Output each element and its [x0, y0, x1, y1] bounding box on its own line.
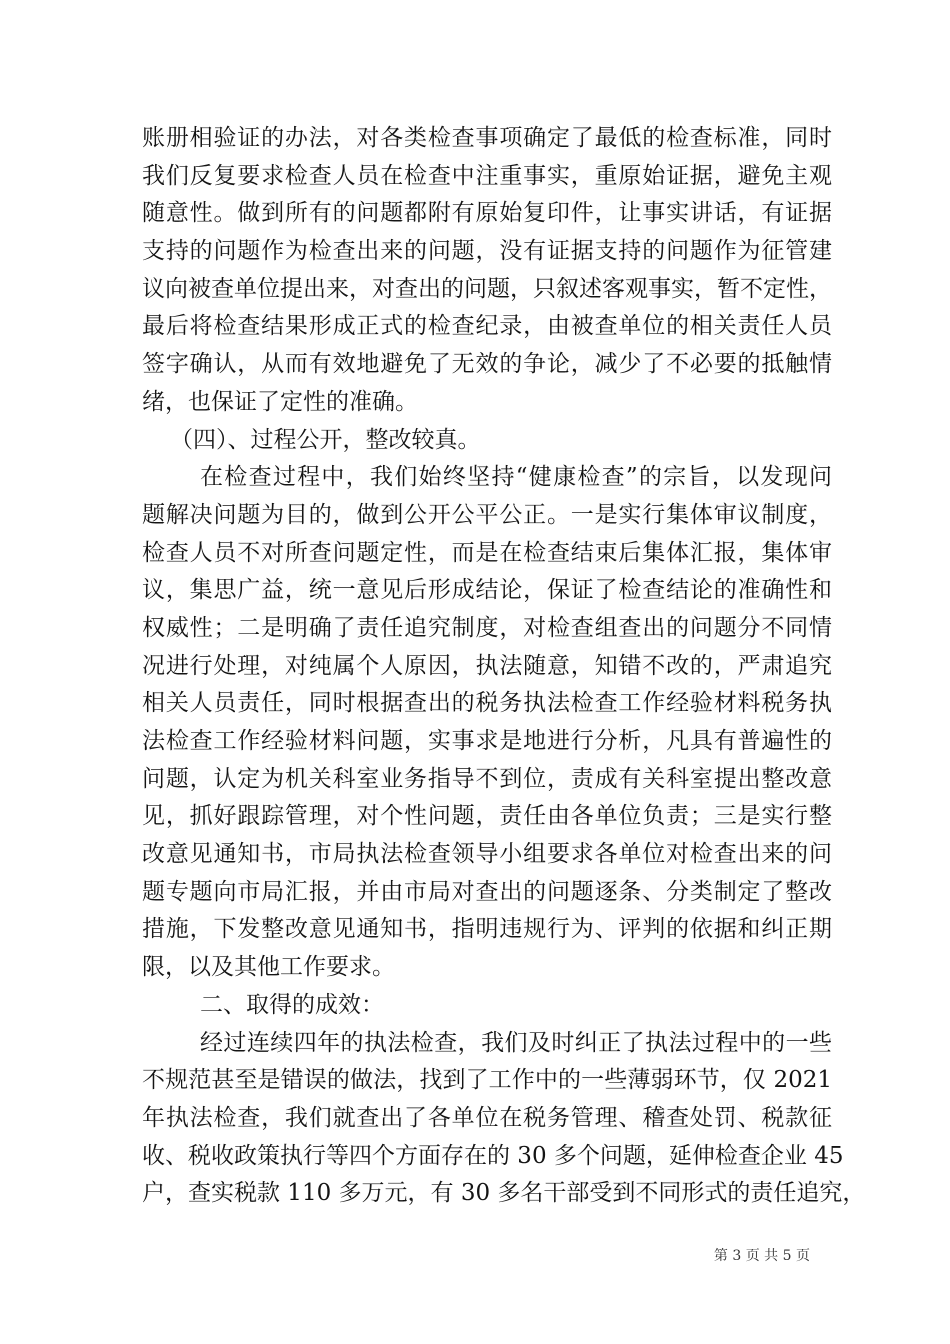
text-line: 签字确认，从而有效地避免了无效的争论，减少了不必要的抵触情: [142, 351, 832, 378]
text-line: 改意见通知书，市局执法检查领导小组要求各单位对检查出来的问: [142, 841, 832, 868]
text-line: 题专题向市局汇报，并由市局对查出的问题逐条、分类制定了整改: [142, 878, 832, 905]
text-line: 绪，也保证了定性的准确。: [142, 388, 418, 415]
section-heading: 二、取得的成效：: [200, 991, 384, 1018]
text-line: 检查人员不对所查问题定性，而是在检查结束后集体汇报，集体审: [142, 539, 832, 566]
text-line: 问题，认定为机关科室业务指导不到位，责成有关科室提出整改意: [142, 765, 832, 792]
text-line: 况进行处理，对纯属个人原因，执法随意，知错不改的，严肃追究: [142, 652, 832, 679]
text-line: 措施，下发整改意见通知书，指明违规行为、评判的依据和纠正期: [142, 916, 832, 943]
text-line: 年执法检查，我们就查出了各单位在税务管理、稽查处罚、税款征: [142, 1104, 832, 1131]
text-line: 经过连续四年的执法检查，我们及时纠正了执法过程中的一些: [200, 1029, 832, 1056]
text-line: 不规范甚至是错误的做法，找到了工作中的一些薄弱环节，仅 2021: [142, 1067, 832, 1094]
text-line: 最后将检查结果形成正式的检查纪录，由被查单位的相关责任人员: [142, 313, 832, 340]
text-line: 题解决问题为目的，做到公开公平公正。一是实行集体审议制度，: [142, 501, 832, 528]
page-number-footer: 第 3 页 共 5 页: [713, 1248, 810, 1264]
text-line: 在检查过程中，我们始终坚持“健康检查”的宗旨，以发现问: [200, 464, 832, 491]
text-line: 见，抓好跟踪管理，对个性问题，责任由各单位负责；三是实行整: [142, 803, 832, 830]
text-line: 支持的问题作为检查出来的问题，没有证据支持的问题作为征管建: [142, 238, 832, 265]
text-line: 法检查工作经验材料问题，实事求是地进行分析，凡具有普遍性的: [142, 728, 832, 754]
text-line: 户，查实税款 110 多万元，有 30 多名干部受到不同形式的责任追究，: [142, 1180, 866, 1207]
text-line: 收、税收政策执行等四个方面存在的 30 多个问题，延伸检查企业 45: [142, 1142, 844, 1169]
text-line: 限，以及其他工作要求。: [142, 954, 395, 981]
text-line: 议，集思广益，统一意见后形成结论，保证了检查结论的准确性和: [142, 577, 832, 604]
text-line: 随意性。做到所有的问题都附有原始复印件，让事实讲话，有证据: [142, 200, 832, 227]
text-line: 我们反复要求检查人员在检查中注重事实，重原始证据，避免主观: [142, 162, 832, 189]
section-heading: （四）、过程公开，整改较真。: [170, 426, 481, 453]
text-line: 议向被查单位提出来，对查出的问题，只叙述客观事实，暂不定性，: [142, 275, 832, 302]
text-line: 相关人员责任，同时根据查出的税务执法检查工作经验材料税务执: [142, 690, 832, 717]
text-line: 账册相验证的办法，对各类检查事项确定了最低的检查标准，同时: [142, 125, 832, 151]
text-line: 权威性；二是明确了责任追究制度，对检查组查出的问题分不同情: [142, 614, 832, 641]
document-body: [142, 120, 866, 1213]
